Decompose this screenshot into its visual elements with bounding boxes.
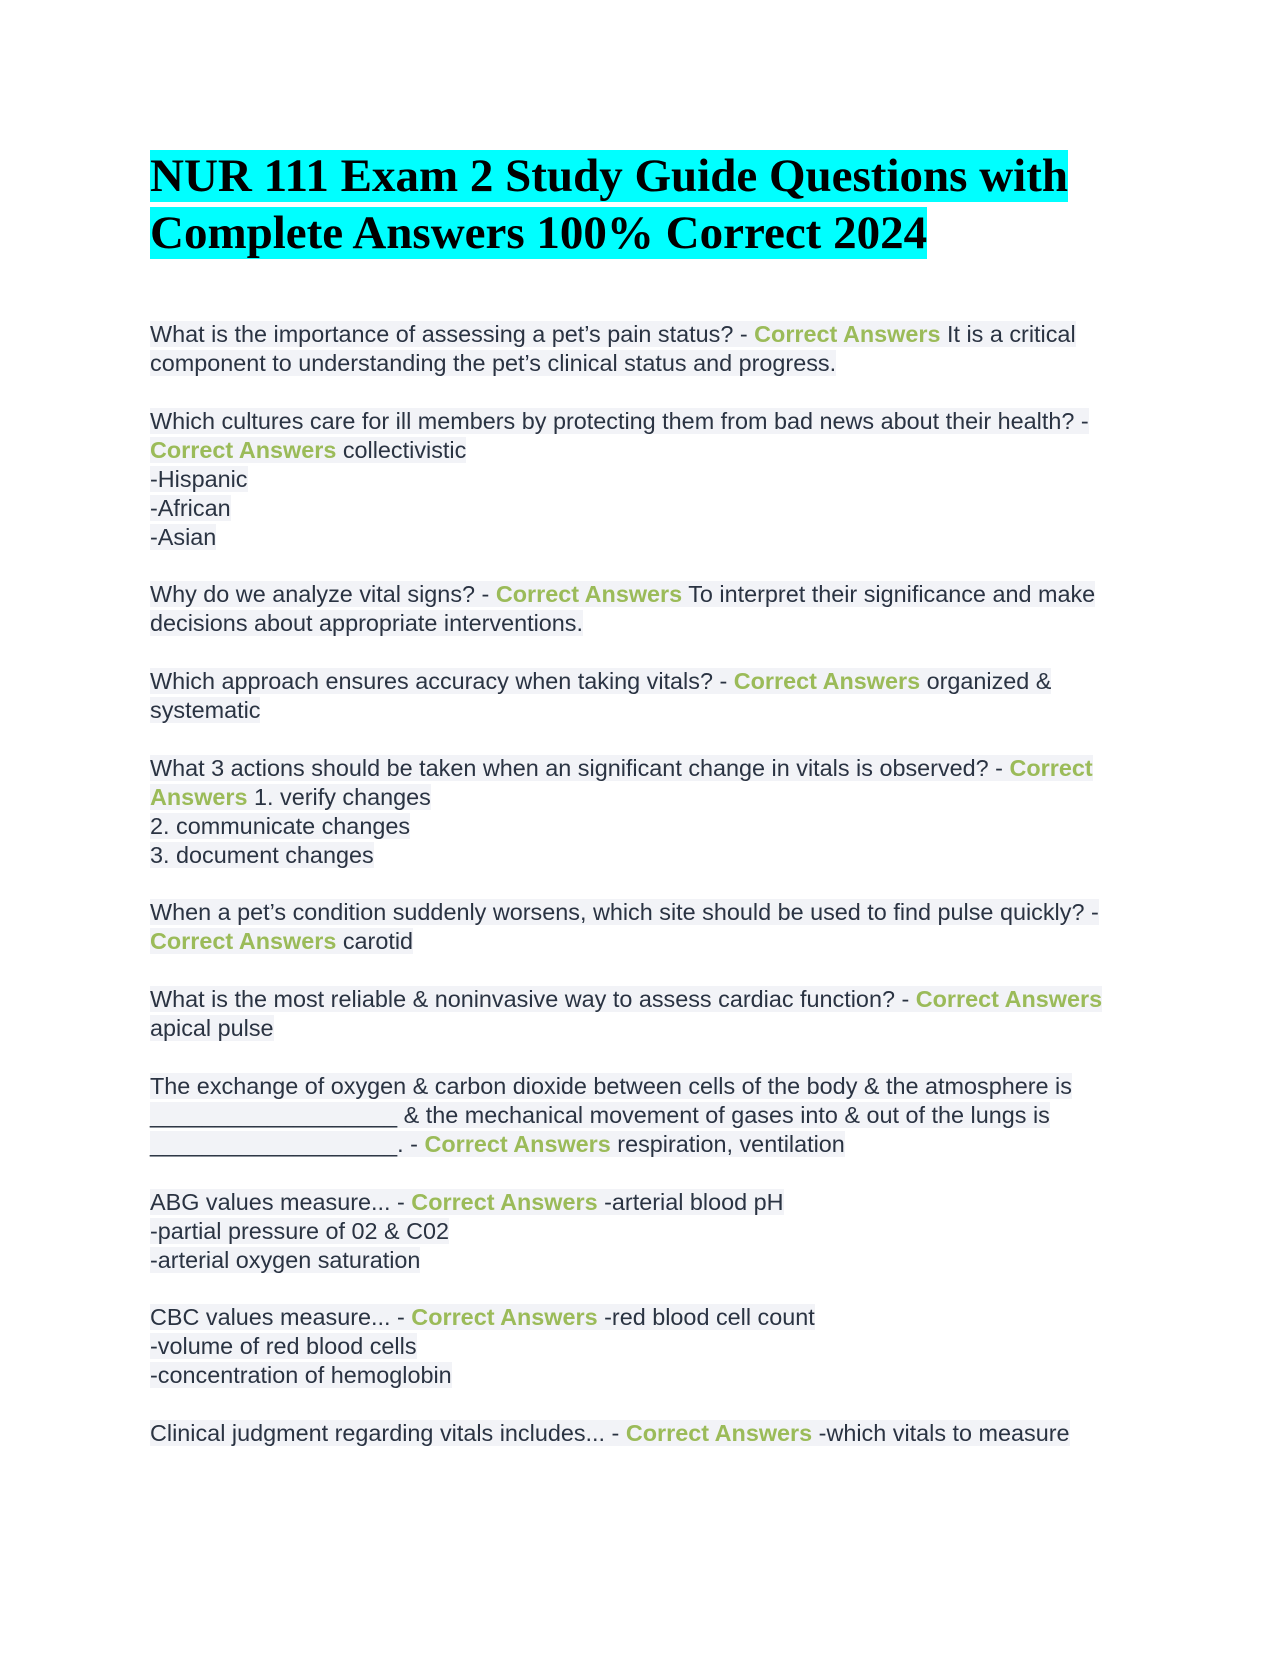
qa-list bbox=[150, 320, 1130, 1448]
qa-item bbox=[150, 320, 1130, 378]
document-title bbox=[150, 148, 1130, 262]
qa-item bbox=[150, 407, 1130, 552]
correct-answers-label: Correct Answers bbox=[150, 754, 1093, 810]
answer-line: 2. communicate changes bbox=[150, 812, 411, 839]
qa-item bbox=[150, 667, 1130, 725]
answer-line: -Asian bbox=[150, 523, 217, 550]
answer-line: -volume of red blood cells bbox=[150, 1333, 417, 1360]
question-text: Clinical judgment regarding vitals includes... - bbox=[150, 1419, 626, 1446]
qa-item bbox=[150, 580, 1130, 638]
correct-answers-label: Correct Answers bbox=[754, 321, 941, 347]
answer-line: -arterial oxygen saturation bbox=[150, 1246, 421, 1273]
answer-text: collectivistic bbox=[336, 436, 467, 463]
correct-answers-label: Correct Answers bbox=[495, 581, 683, 608]
question-text: Which cultures care for ill members by protecting them from bad news about their health? - bbox=[150, 407, 1089, 434]
question-text: The exchange of oxygen & carbon dioxide between cells of the body & the atmosphere is ___________________ & the mechanical movement of gases into & out of the lungs is ___________________. - bbox=[150, 1072, 1072, 1157]
qa-item bbox=[150, 754, 1130, 870]
answer-line: -African bbox=[150, 494, 231, 521]
qa-item bbox=[150, 1188, 1130, 1275]
answer-text: organized & systematic bbox=[150, 668, 1052, 724]
correct-answers-label: Correct Answers bbox=[625, 1419, 813, 1446]
answer-text: apical pulse bbox=[150, 1015, 274, 1042]
answer-text: It is a critical component to understanding the pet’s clinical status and progress. bbox=[150, 321, 1076, 376]
question-text: What is the importance of assessing a pet’s pain status? - bbox=[150, 321, 755, 347]
qa-item bbox=[150, 898, 1130, 956]
qa-item bbox=[150, 985, 1130, 1043]
answer-line: 3. document changes bbox=[150, 841, 374, 868]
document-page bbox=[150, 148, 1130, 1477]
correct-answers-label: Correct Answers bbox=[424, 1130, 611, 1157]
document-title-text: NUR 111 Exam 2 Study Guide Questions with Complete Answers 100% Correct 2024 bbox=[150, 150, 1068, 259]
question-text: When a pet’s condition suddenly worsens, which site should be used to find pulse quickly? - bbox=[150, 899, 1099, 926]
answer-line: -Hispanic bbox=[150, 465, 248, 492]
question-text: Why do we analyze vital signs? - bbox=[150, 581, 496, 608]
answer-text: To interpret their significance and make decisions about appropriate interventions. bbox=[150, 581, 1096, 637]
correct-answers-label: Correct Answers bbox=[411, 1188, 598, 1215]
answer-text: 1. verify changes bbox=[247, 783, 431, 810]
question-text: What 3 actions should be taken when an significant change in vitals is observed? - bbox=[150, 754, 1010, 781]
question-text: ABG values measure... - bbox=[150, 1188, 412, 1215]
correct-answers-label: Correct Answers bbox=[733, 668, 921, 695]
answer-text: -red blood cell count bbox=[597, 1304, 815, 1331]
answer-line: -concentration of hemoglobin bbox=[150, 1362, 452, 1389]
qa-item bbox=[150, 1072, 1130, 1159]
answer-text: -which vitals to measure bbox=[812, 1419, 1070, 1446]
correct-answers-label: Correct Answers bbox=[150, 928, 337, 955]
answer-text: -arterial blood pH bbox=[597, 1188, 784, 1215]
qa-item bbox=[150, 1419, 1130, 1448]
question-text: Which approach ensures accuracy when taking vitals? - bbox=[150, 668, 734, 695]
question-text: What is the most reliable & noninvasive way to assess cardiac function? - bbox=[150, 986, 916, 1013]
correct-answers-label: Correct Answers bbox=[150, 436, 337, 463]
answer-text: carotid bbox=[336, 928, 414, 955]
correct-answers-label: Correct Answers bbox=[915, 986, 1103, 1013]
answer-line: -partial pressure of 02 & C02 bbox=[150, 1217, 450, 1244]
answer-text: respiration, ventilation bbox=[610, 1130, 845, 1157]
question-text: CBC values measure... - bbox=[150, 1304, 412, 1331]
correct-answers-label: Correct Answers bbox=[411, 1304, 598, 1331]
qa-item bbox=[150, 1303, 1130, 1390]
